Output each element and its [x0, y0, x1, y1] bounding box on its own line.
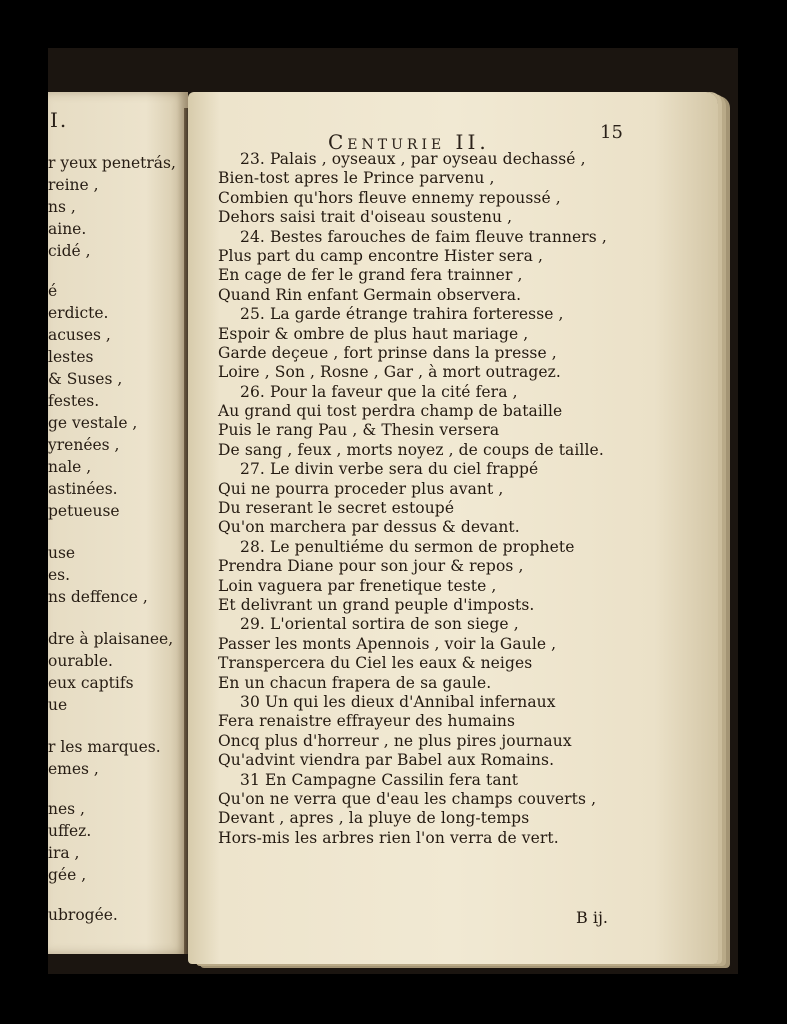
- verse-line: En un chacun frapera de sa gaule.: [218, 673, 492, 692]
- verse-line: Qui ne pourra proceder plus avant ,: [218, 479, 504, 498]
- left-page-line: yrenées ,: [48, 436, 120, 454]
- quatrain-first-line: 30 Un qui les dieux d'Annibal infernaux: [240, 692, 556, 711]
- verse-line: Garde deçeue , fort prinse dans la presse ,: [218, 343, 557, 362]
- verse-line: Combien qu'hors fleuve ennemy repoussé ,: [218, 188, 561, 207]
- verse-line: Plus part du camp encontre Hister sera ,: [218, 246, 543, 265]
- left-page-line: é: [48, 282, 58, 300]
- left-page-line: erdicte.: [48, 304, 109, 322]
- left-page-line: astinées.: [48, 480, 118, 498]
- verse-line: Bien-tost apres le Prince parvenu ,: [218, 169, 495, 188]
- verse-line: Prendra Diane pour son jour & repos ,: [218, 557, 524, 576]
- left-running-head: I.: [50, 108, 69, 132]
- verse-line: Qu'on ne verra que d'eau les champs couverts ,: [218, 789, 597, 808]
- left-page-line: nes ,: [48, 800, 85, 818]
- verse-line: Passer les monts Apennois , voir la Gaule ,: [218, 634, 557, 653]
- left-page-line: acuses ,: [48, 326, 111, 344]
- quatrain-first-line: 25. La garde étrange trahira forteresse ,: [240, 305, 564, 324]
- left-page-line: & Suses ,: [48, 370, 123, 388]
- verse-line: Qu'on marchera par dessus & devant.: [218, 518, 520, 537]
- book-photo: [48, 48, 738, 974]
- left-page-line: aine.: [48, 220, 87, 238]
- verse-line: Puis le rang Pau , & Thesin versera: [218, 421, 500, 440]
- left-page-line: ns deffence ,: [48, 588, 148, 606]
- verse-text: [218, 150, 638, 848]
- left-page-line: ns ,: [48, 198, 76, 216]
- left-page-line: nale ,: [48, 458, 92, 476]
- left-page-line: r les marques.: [48, 738, 161, 756]
- quatrain-first-line: 27. Le divin verbe sera du ciel frappé: [240, 460, 539, 479]
- quatrain-first-line: 31 En Campagne Cassilin fera tant: [240, 770, 519, 789]
- left-page-line: gée ,: [48, 866, 87, 884]
- left-page-line: petueuse: [48, 502, 120, 520]
- running-head: Centurie II.: [328, 130, 490, 154]
- left-page-line: emes ,: [48, 760, 99, 778]
- verse-line: Dehors saisi trait d'oiseau soustenu ,: [218, 208, 513, 227]
- left-page-line: uffez.: [48, 822, 92, 840]
- verse-line: Au grand qui tost perdra champ de bataille: [218, 402, 563, 421]
- left-page-line: es.: [48, 566, 71, 584]
- verse-line: Oncq plus d'horreur , ne plus pires journaux: [218, 731, 572, 750]
- left-page-line: ue: [48, 696, 68, 714]
- left-page-line: cidé ,: [48, 242, 91, 260]
- left-page-line: use: [48, 544, 76, 562]
- verse-line: Espoir & ombre de plus haut mariage ,: [218, 324, 529, 343]
- verse-line: Loin vaguera par frenetique teste ,: [218, 576, 497, 595]
- quatrain-first-line: 29. L'oriental sortira de son siege ,: [240, 615, 519, 634]
- verse-line: Du reserant le secret estoupé: [218, 499, 455, 518]
- left-page-line: dre à plaisanee,: [48, 630, 174, 648]
- verse-line: En cage de fer le grand fera trainner ,: [218, 266, 523, 285]
- verse-line: Devant , apres , la pluye de long-temps: [218, 809, 530, 828]
- quatrain-first-line: 26. Pour la faveur que la cité fera ,: [240, 382, 518, 401]
- verse-line: Qu'advint viendra par Babel aux Romains.: [218, 751, 555, 770]
- left-page-line: ge vestale ,: [48, 414, 138, 432]
- left-page: [48, 92, 188, 954]
- quatrain-first-line: 24. Bestes farouches de faim fleuve tranners ,: [240, 227, 607, 246]
- verse-line: Et delivrant un grand peuple d'imposts.: [218, 595, 535, 614]
- left-page-line: r yeux penetrás,: [48, 154, 176, 172]
- verse-line: Hors-mis les arbres rien l'on verra de vert.: [218, 828, 559, 847]
- right-page: [188, 92, 718, 964]
- left-page-line: ira ,: [48, 844, 80, 862]
- quatrain-first-line: 23. Palais , oyseaux , par oyseau dechassé ,: [240, 150, 586, 168]
- verse-line: Quand Rin enfant Germain observera.: [218, 285, 522, 304]
- quatrain-first-line: 28. Le penultiéme du sermon de prophete: [240, 537, 575, 556]
- left-page-line: lestes: [48, 348, 94, 366]
- verse-line: Loire , Son , Rosne , Gar , à mort outragez.: [218, 363, 561, 382]
- left-page-line: eux captifs: [48, 674, 134, 692]
- left-page-line: ourable.: [48, 652, 113, 670]
- page-number: 15: [600, 122, 623, 143]
- left-page-line: reine ,: [48, 176, 99, 194]
- verse-line: Fera renaistre effrayeur des humains: [218, 712, 516, 731]
- left-page-line: ubrogée.: [48, 906, 118, 924]
- verse-line: De sang , feux , morts noyez , de coups de taille.: [218, 440, 604, 459]
- signature-mark: B ij.: [576, 908, 609, 927]
- left-page-line: festes.: [48, 392, 100, 410]
- verse-line: Transpercera du Ciel les eaux & neiges: [218, 654, 533, 673]
